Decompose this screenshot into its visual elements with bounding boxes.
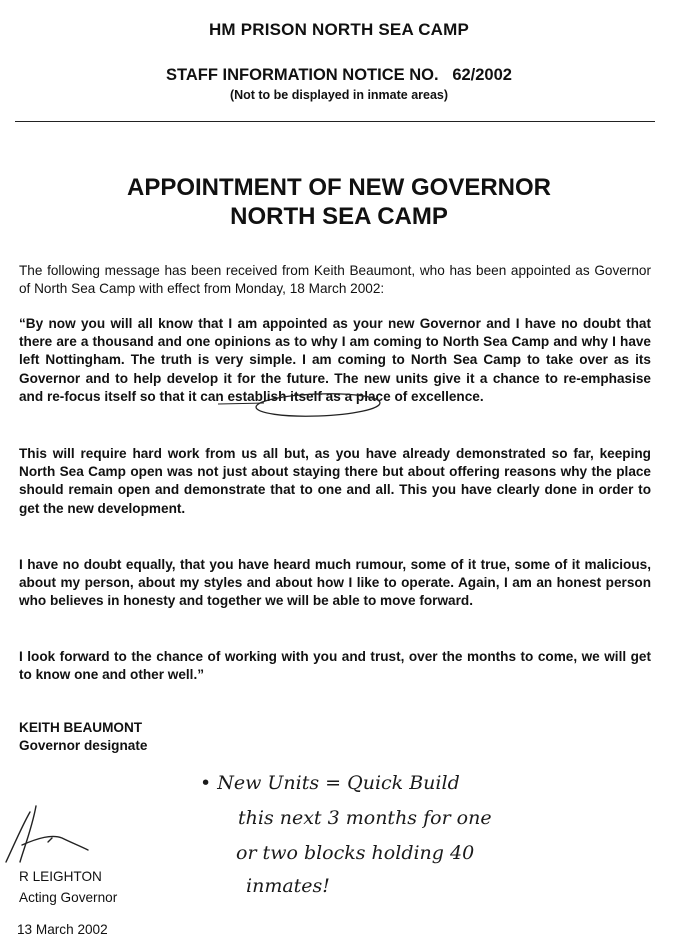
- message-paragraph-3: I have no doubt equally, that you have heard much rumour, some of it true, some of it malicious, about my person, about my styles and about how I like to operate. Again, I am an honest person who believes in honesty and together we will be able to move forward.: [19, 557, 651, 609]
- countersign-name: R LEIGHTON: [19, 869, 102, 884]
- countersign-title: Acting Governor: [19, 890, 118, 905]
- institution-heading: HM PRISON NORTH SEA CAMP: [208, 20, 470, 39]
- message-paragraph-2: This will require hard work from us all but, as you have already demonstrated so far, keeping North Sea Camp open was not just about staying there but about offering reasons why the place should remain open and demonstrate that to one and all. This you have clearly done in order to get the new development.: [19, 446, 651, 516]
- handwritten-line-3: or two blocks holding 40: [236, 842, 475, 864]
- message-paragraph-1: “By now you will all know that I am appointed as your new Governor and I have no doubt that there are a thousand and one opinions as to why I am coming to North Sea Camp and why I have left Nottingham. The truth is very simple. I am coming to North Sea Camp to take over as its Governor and to help develop it for the future. The new units give it a chance to re-emphasise and re-focus itself so that it can establish itself as a place of excellence.: [19, 316, 651, 404]
- notice-number: STAFF INFORMATION NOTICE NO. 62/2002: [166, 66, 512, 84]
- handwritten-line-2: this next 3 months for one: [238, 807, 492, 829]
- notice-title-line-1: APPOINTMENT OF NEW GOVERNOR: [126, 174, 551, 201]
- signatory-name: KEITH BEAUMONT: [19, 720, 143, 735]
- intro-paragraph: The following message has been received from Keith Beaumont, who has been appointed as Governor of North Sea Camp with effect from Monday, 18 March 2002:: [19, 263, 651, 297]
- notice-date: 13 March 2002: [17, 922, 108, 937]
- message-paragraph-4: I look forward to the chance of working with you and trust, over the months to come, we will get to know one and other well.”: [19, 649, 651, 683]
- handwritten-line-4: inmates!: [246, 875, 330, 897]
- notice-title-line-2: NORTH SEA CAMP: [230, 203, 448, 230]
- handwritten-line-1: • New Units = Quick Build: [200, 772, 460, 794]
- signatory-title: Governor designate: [19, 738, 148, 753]
- restriction-note: (Not to be displayed in inmate areas): [229, 88, 449, 102]
